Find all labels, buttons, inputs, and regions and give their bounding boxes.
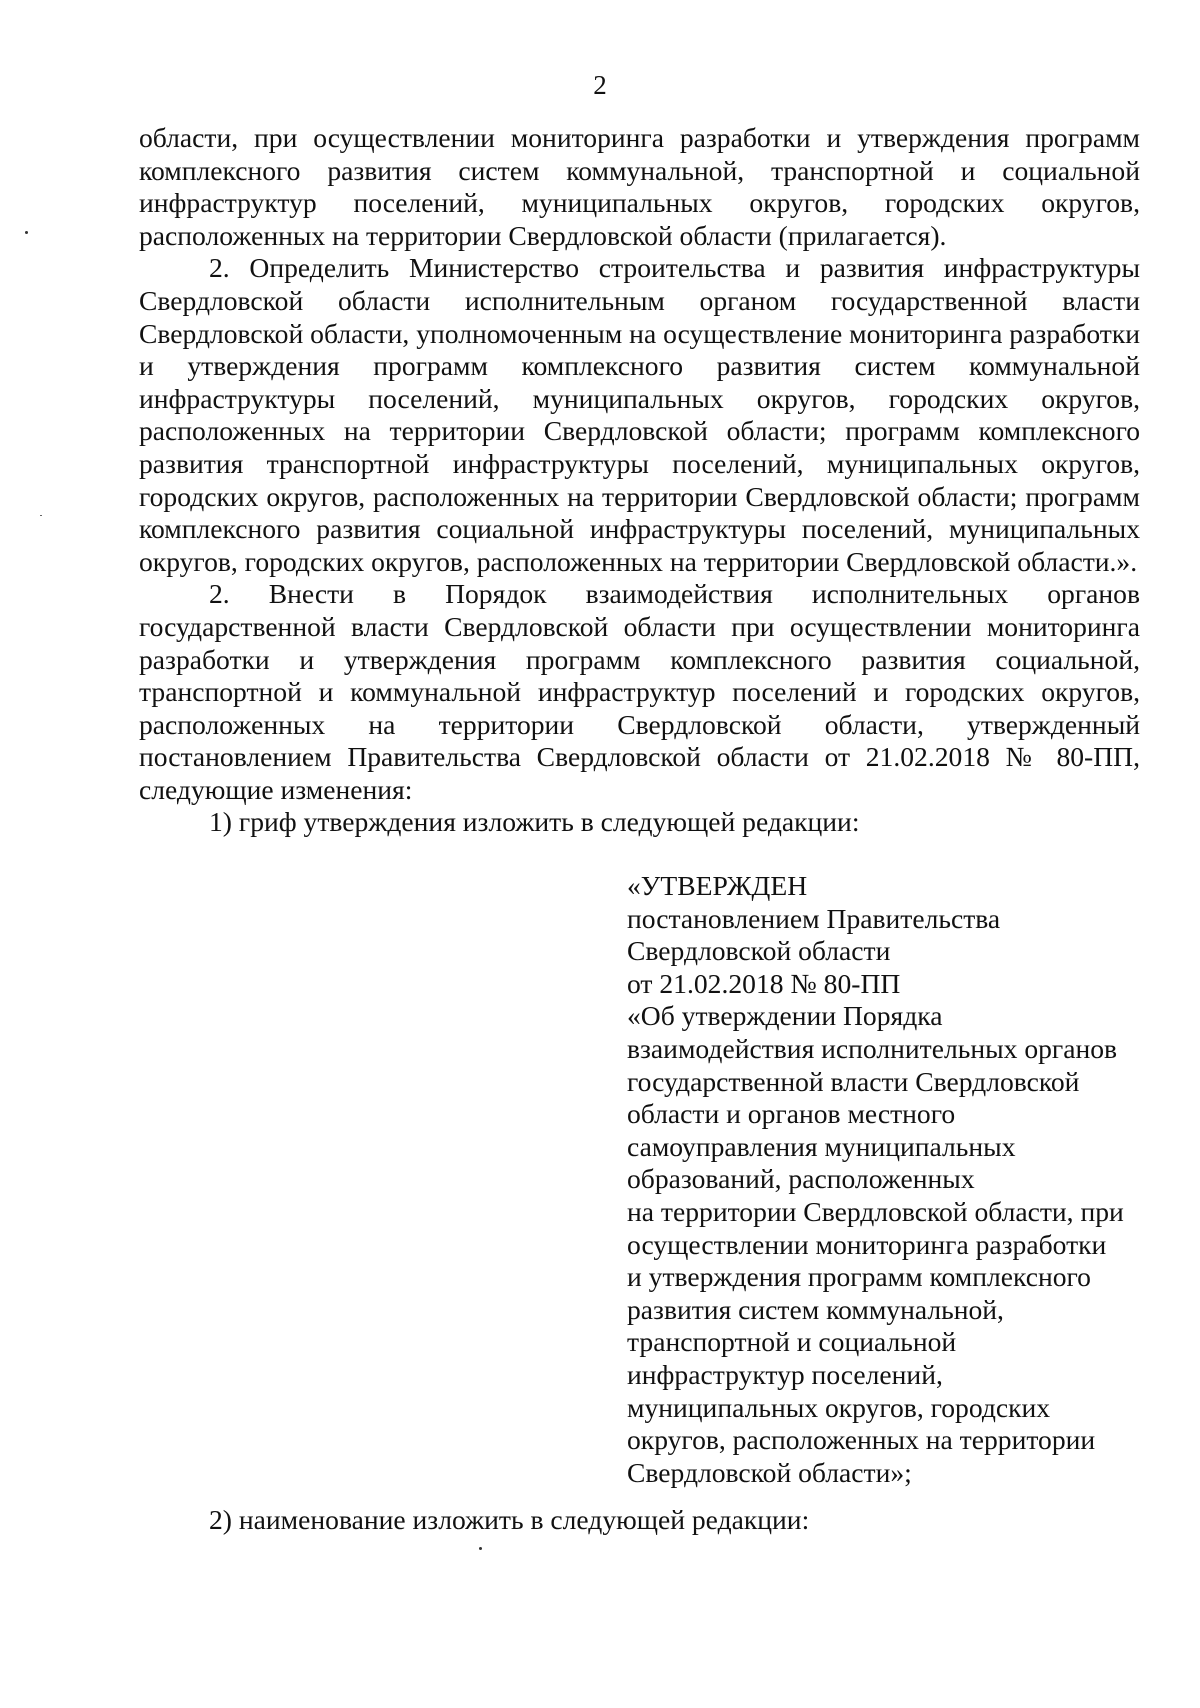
stamp-line: области и органов местного	[627, 1098, 956, 1130]
stamp-line: образований, расположенных	[627, 1163, 975, 1195]
stamp-line: муниципальных округов, городских	[627, 1391, 1051, 1423]
stamp-line: и утверждения программ комплексного	[627, 1261, 1091, 1293]
scan-speck	[25, 231, 28, 234]
page-number: 2	[593, 70, 607, 100]
paragraph-item-2-amendments: 2. Внести в Порядок взаимодействия исполнительных органов государственной власти Свердловской области при осуществлении мониторинга разработки и утверждения программ комплексного развития социальной, транспортной и коммунальной инфраструктур поселений и городских округов, расположенных на территории Свердловской области, утвержденный постановлением Правительства Свердловской области от 21.02.2018 № 80-ПП, следующие изменения:	[139, 578, 1140, 805]
paragraph-item-2-ministry: 2. Определить Министерство строительства и развития инфраструктуры Свердловской области исполнительным органом государственной власти Свердловской области, уполномоченным на осуществление мониторинга разработки и утверждения программ комплексного развития систем коммунальной инфраструктуры поселений, муниципальных округов, городских округов, расположенных на территории Свердловской области; программ комплексного развития транспортной инфраструктуры поселений, муниципальных округов, городских округов, расположенных на территории Свердловской области; программ комплексного развития социальной инфраструктуры поселений, муниципальных округов, городских округов, расположенных на территории Свердловской области.».	[139, 252, 1140, 577]
stamp-line: «УТВЕРЖДЕН	[627, 870, 808, 901]
stamp-line: государственной власти Свердловской	[627, 1065, 1080, 1097]
stamp-line: самоуправления муниципальных	[627, 1130, 1016, 1162]
stamp-line: от 21.02.2018 № 80-ПП	[627, 967, 901, 999]
document-body-continued	[139, 1504, 1140, 1537]
scan-speck	[479, 1547, 482, 1550]
stamp-line: на территории Свердловской области, при	[627, 1195, 1124, 1227]
paragraph-subitem-2: 2) наименование изложить в следующей редакции:	[209, 1504, 810, 1535]
stamp-line: инфраструктур поселений,	[627, 1358, 943, 1390]
stamp-line: транспортной и социальной	[627, 1326, 957, 1358]
stamp-line: Свердловской области	[627, 935, 891, 967]
paragraph-subitem-1: 1) гриф утверждения изложить в следующей редакции:	[209, 806, 860, 838]
stamp-line: постановлением Правительства	[627, 902, 1001, 934]
approval-stamp-block	[627, 870, 1147, 1489]
stamp-line: «Об утверждении Порядка	[627, 1000, 943, 1032]
document-body	[139, 122, 1140, 839]
stamp-line: взаимодействия исполнительных органов	[627, 1032, 1118, 1064]
scan-speck	[40, 515, 42, 516]
stamp-line: округов, расположенных на территории	[627, 1424, 1096, 1456]
stamp-line: осуществлении мониторинга разработки	[627, 1228, 1107, 1260]
stamp-line: развития систем коммунальной,	[627, 1293, 1004, 1325]
stamp-line: Свердловской области»;	[627, 1456, 912, 1488]
paragraph-continuation: области, при осуществлении мониторинга разработки и утверждения программ комплексного развития систем коммунальной, транспортной и социальной инфраструктур поселений, муниципальных округов, городских округов, расположенных на территории Свердловской области (прилагается).	[139, 122, 1140, 251]
